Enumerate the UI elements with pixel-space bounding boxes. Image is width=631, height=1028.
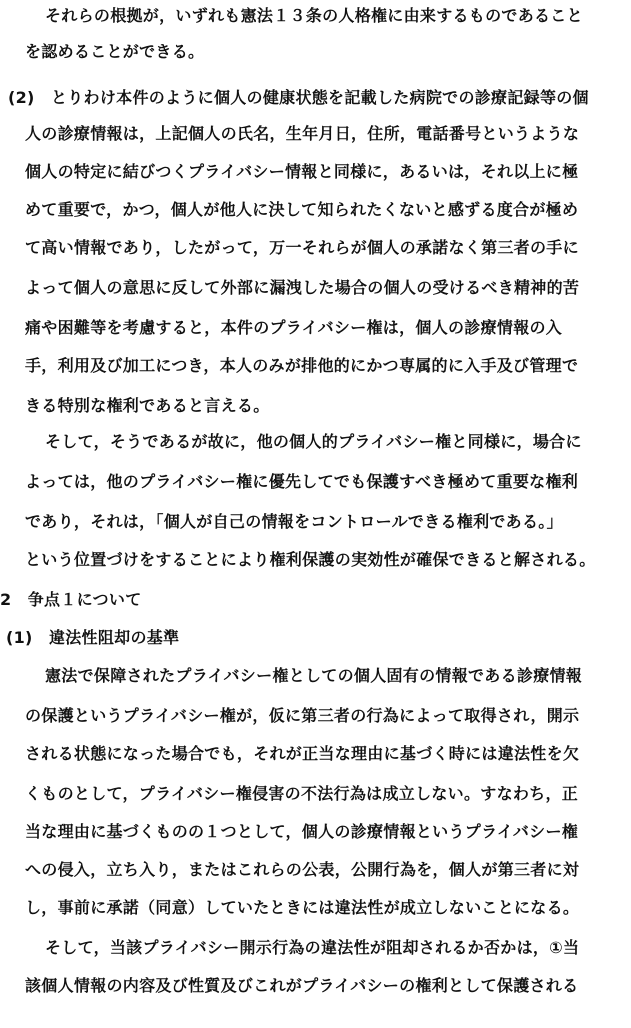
text-line: 痛や困難等を考慮すると，本件のプライバシー権は，個人の診療情報の入 xyxy=(25,318,563,337)
text-line: を認めることができる。 xyxy=(25,42,205,61)
text-line: そして，そうであるが故に，他の個人的プライバシー権と同様に，場合に xyxy=(45,432,582,451)
text-line: 手，利用及び加工につき，本人のみが排他的にかつ専属的に入手及び管理で xyxy=(25,356,579,375)
text-line: よって個人の意思に反して外部に漏洩した場合の個人の受けるべき精神的苦 xyxy=(25,278,580,297)
text-line: (2) とりわけ本件のように個人の健康状態を記載した病院での診療記録等の個 xyxy=(8,88,589,107)
text-line: 当な理由に基づくものの１つとして，個人の診療情報というプライバシー権 xyxy=(25,822,579,841)
text-line: よっては，他のプライバシー権に優先してでも保護すべき極めて重要な権利 xyxy=(25,472,579,491)
section-heading: 2 争点１について xyxy=(0,590,142,609)
text-line: そして，当該プライバシー開示行為の違法性が阻却されるか否かは，①当 xyxy=(45,938,580,957)
text-line: くものとして，プライバシー権侵害の不法行為は成立しない。すなわち，正 xyxy=(25,784,579,803)
text-line: という位置づけをすることにより権利保護の実効性が確保できると解される。 xyxy=(25,550,596,569)
subsection-heading: (1) 違法性阻却の基準 xyxy=(6,628,180,647)
text-line: 憲法で保障されたプライバシー権としての個人固有の情報である診療情報 xyxy=(45,666,583,685)
text-line: であり，それは，「個人が自己の情報をコントロールできる権利である。」 xyxy=(25,512,563,531)
text-line: し，事前に承諾（同意）していたときには違法性が成立しないことになる。 xyxy=(25,898,580,917)
text-line: される状態になった場合でも，それが正当な理由に基づく時には違法性を欠 xyxy=(25,744,580,763)
text-line: きる特別な権利であると言える。 xyxy=(25,396,270,415)
text-line: 人の診療情報は，上記個人の氏名，生年月日，住所，電話番号というような xyxy=(25,124,580,143)
text-line: 該個人情報の内容及び性質及びこれがプライバシーの権利として保護される xyxy=(25,976,579,995)
text-line: て高い情報であり，したがって，万一それらが個人の承諾なく第三者の手に xyxy=(25,238,579,257)
text-line: 個人の特定に結びつくプライバシー情報と同様に，あるいは，それ以上に極 xyxy=(25,162,579,181)
text-line: それらの根拠が，いずれも憲法１３条の人格権に由来するものであること xyxy=(45,6,583,25)
text-line: めて重要で，かつ，個人が他人に決して知られたくないと感ずる度合が極め xyxy=(25,200,579,219)
text-line: の保護というプライバシー権が，仮に第三者の行為によって取得され，開示 xyxy=(25,706,580,725)
text-line: への侵入，立ち入り，またはこれらの公表，公開行為を，個人が第三者に対 xyxy=(25,860,580,879)
